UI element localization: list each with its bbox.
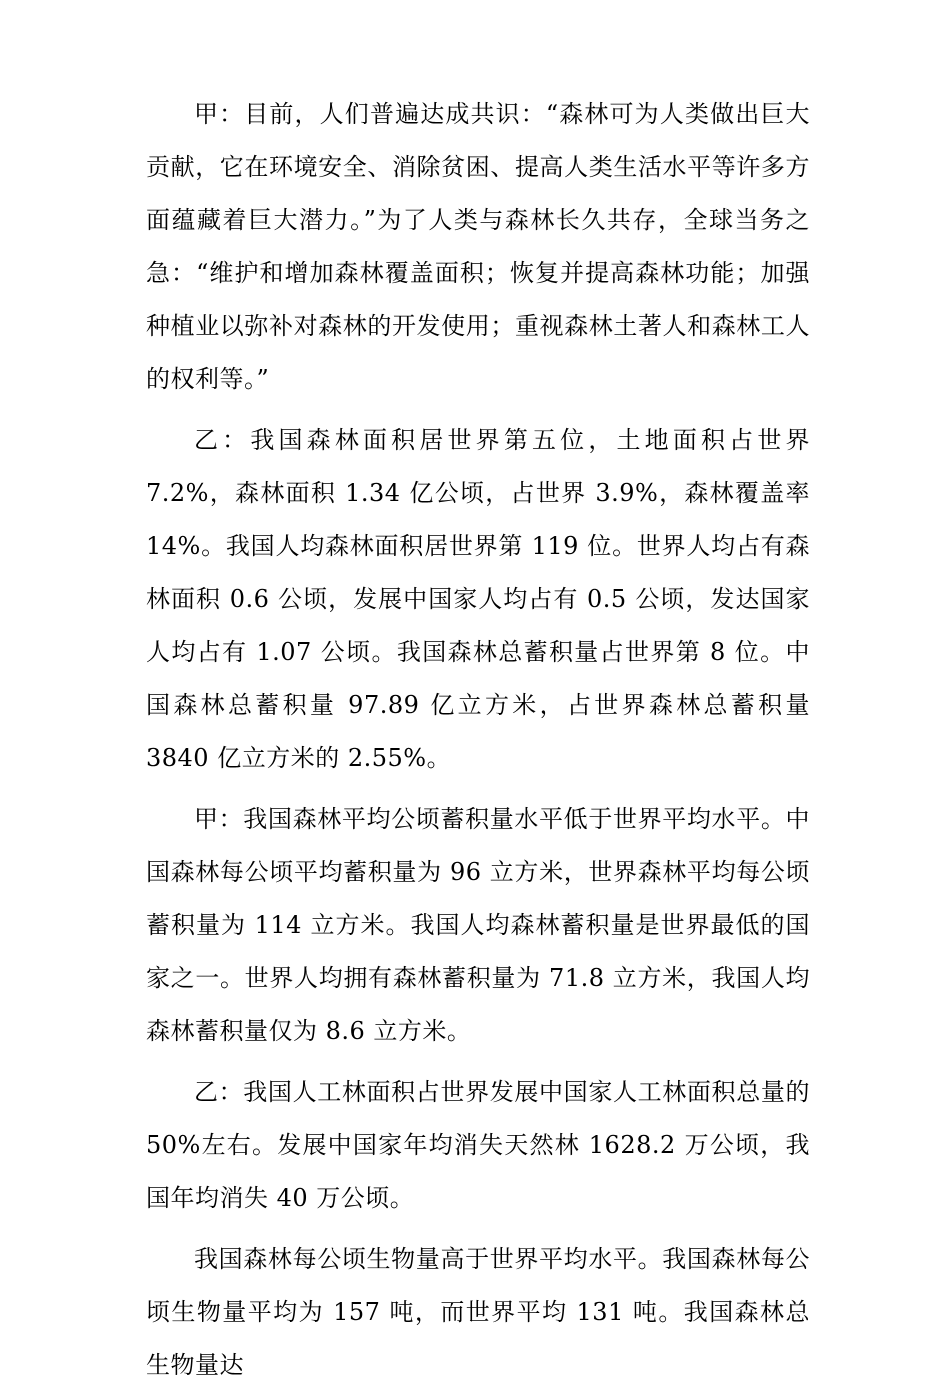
paragraph-5: 我国森林每公顷生物量高于世界平均水平。我国森林每公顷生物量平均为 157 吨，而世界平均 131 吨。我国森林总生物量达 [146,1245,810,1379]
paragraph-1: 甲：目前，人们普遍达成共识：“森林可为人类做出巨大贡献，它在环境安全、消除贫困、提高人类生活水平等许多方面蕴藏着巨大潜力。”为了人类与森林长久共存，全球当务之急：“维护和增加森林覆盖面积；恢复并提高森林功能；加强种植业以弥补对森林的开发使用；重视森林土著人和森林工人的权利等。” [146,100,810,393]
document-body [146,88,810,1400]
paragraph-4: 乙：我国人工林面积占世界发展中国家人工林面积总量的50%左右。发展中国家年均消失天然林 1628.2 万公顷，我国年均消失 40 万公顷。 [146,1078,810,1212]
paragraph-3: 甲：我国森林平均公顷蓄积量水平低于世界平均水平。中国森林每公顷平均蓄积量为 96 立方米，世界森林平均每公顷蓄积量为 114 立方米。我国人均森林蓄积量是世界最低的国家之一。世界人均拥有森林蓄积量为 71.8 立方米，我国人均森林蓄积量仅为 8.6 立方米。 [146,805,810,1045]
paragraph-2: 乙：我国森林面积居世界第五位，土地面积占世界7.2%，森林面积 1.34 亿公顷，占世界 3.9%，森林覆盖率 14%。我国人均森林面积居世界第 119 位。世界人均占有森林面积 0.6 公顷，发展中国家人均占有 0.5 公顷，发达国家人均占有 1.07 公顷。我国森林总蓄积量占世界第 8 位。中国森林总蓄积量 97.89 亿立方米，占世界森林总蓄积量 3840 亿立方米的 2.55%。 [146,426,810,772]
